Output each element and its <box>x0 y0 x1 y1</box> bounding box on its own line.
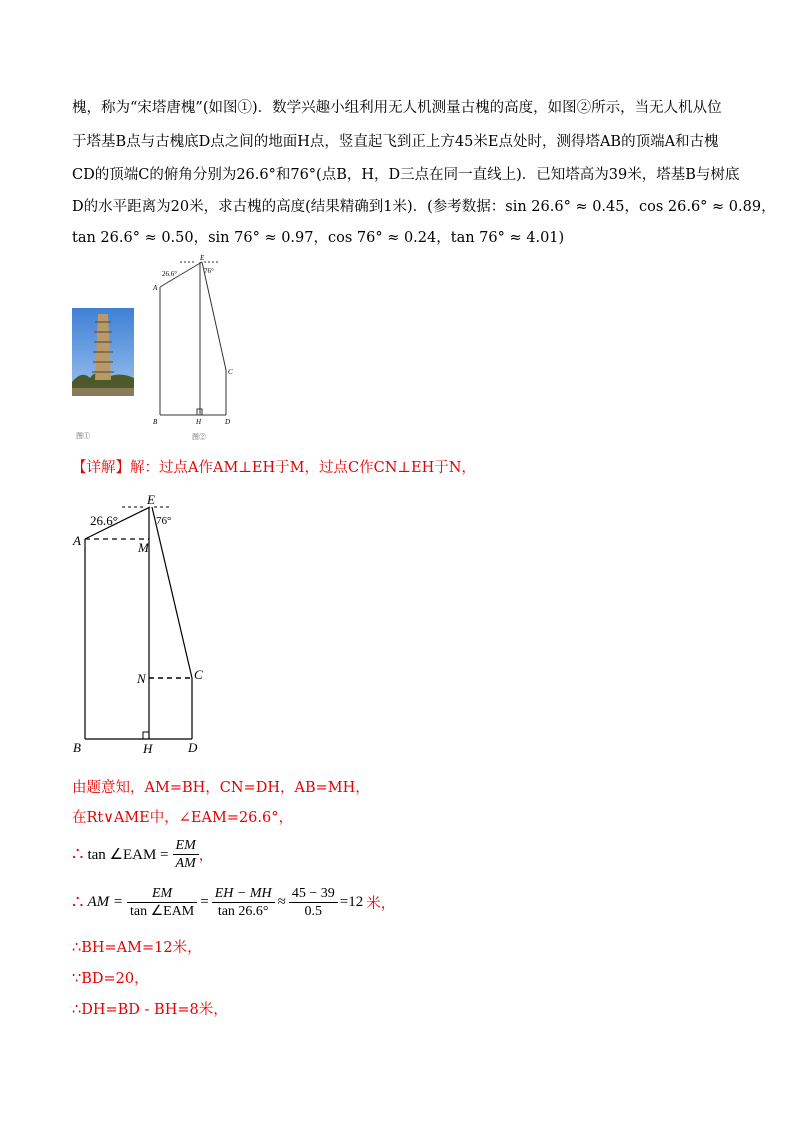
fig2-angle-26: 26.6° <box>162 270 178 278</box>
label-D: D <box>188 740 198 755</box>
label-M: M <box>138 540 149 555</box>
solution-step-5: ∴BH=AM=12米， <box>72 940 202 956</box>
svg-text:A: A <box>153 284 158 292</box>
label-H: H <box>143 741 153 756</box>
fraction-em-tan: $\frac{EM}{\text{tan ∠EAM}}$ <box>127 885 197 920</box>
svg-text:D: D <box>225 418 231 426</box>
problem-line-3: CD的顶端C的俯角分别为26.6°和76°(点B，H，D三点在同一直线上)．已知塔高为39米，塔基B与树底 <box>72 167 740 183</box>
angle-26-label: 26.6° <box>90 513 118 528</box>
figure-1-caption <box>76 428 106 442</box>
label-C: C <box>194 667 203 682</box>
angle-76-label: 76° <box>156 515 172 527</box>
fraction-em-am: $\frac{EM}{AM}$ <box>173 837 199 872</box>
solution-step-1: 由题意知，AM=BH，CN=DH，AB=MH， <box>72 780 370 796</box>
detail-head: 【详解】 <box>72 460 130 476</box>
solution-step-3: ∴ tan ∠EAM = $\frac{EM}{AM}$ ， <box>72 837 214 871</box>
figure-1-photo <box>72 308 134 396</box>
problem-line-1: 槐，称为“宋塔唐槐”(如图①)．数学兴趣小组利用无人机测量古槐的高度，如图②所示，当无人机从位 <box>72 100 722 116</box>
problem-line-4: D的水平距离为20米，求古槐的高度(结果精确到1米)．(参考数据：sin 26.6° ≈ 0.45，cos 26.6° ≈ 0.89， <box>72 199 776 215</box>
solution-diagram <box>68 492 218 757</box>
line-EC <box>202 262 226 370</box>
detail-line <box>72 456 476 477</box>
label-E: E <box>147 492 155 507</box>
right-angle-H-mark <box>143 732 149 739</box>
svg-text:图①: 图① <box>76 432 90 440</box>
svg-text:E: E <box>200 254 205 262</box>
label-A: A <box>73 533 81 548</box>
svg-text:H: H <box>196 418 202 426</box>
problem-line-5: tan 26.6° ≈ 0.50，sin 76° ≈ 0.97，cos 76° ≈ 0.24，tan 76° ≈ 4.01) <box>72 230 565 246</box>
solution-step-2: 在Rt∨AME中，∠EAM=26.6°， <box>72 810 293 826</box>
problem-line-2: 于塔基B点与古槐底D点之间的地面H点，竖直起飞到正上方45米E点处时，测得塔AB的顶端A和古槐 <box>72 134 719 150</box>
fraction-eh-mh: $\frac{EH - MH}{\tan 26.6^\circ}$ <box>212 885 275 920</box>
svg-text:C: C <box>228 368 233 376</box>
figure-2-diagram <box>140 250 250 445</box>
fraction-numeric: $\frac{45 - 39}{0.5}$ <box>289 885 338 920</box>
svg-text:B: B <box>153 418 158 426</box>
fig2-angle-76: 76° <box>204 267 214 275</box>
solution-step-7: ∴DH=BD - BH=8米， <box>72 1002 228 1018</box>
figure-2-caption: 图② <box>192 433 206 441</box>
solution-step-6: ∵BD=20， <box>72 971 149 987</box>
detail-text: 解：过点A作AM⊥EH于M，过点C作CN⊥EH于N， <box>130 460 476 476</box>
label-B: B <box>73 740 81 755</box>
solution-step-4: ∴ AM = $\frac{EM}{\text{tan ∠EAM}}$ = $\frac{EH - MH}{\tan 26.6^\circ}$ ≈ $\frac{45 - 39}{0.5}$ =12 米， <box>72 885 396 919</box>
segment-EC <box>152 507 192 678</box>
label-N: N <box>137 671 146 686</box>
